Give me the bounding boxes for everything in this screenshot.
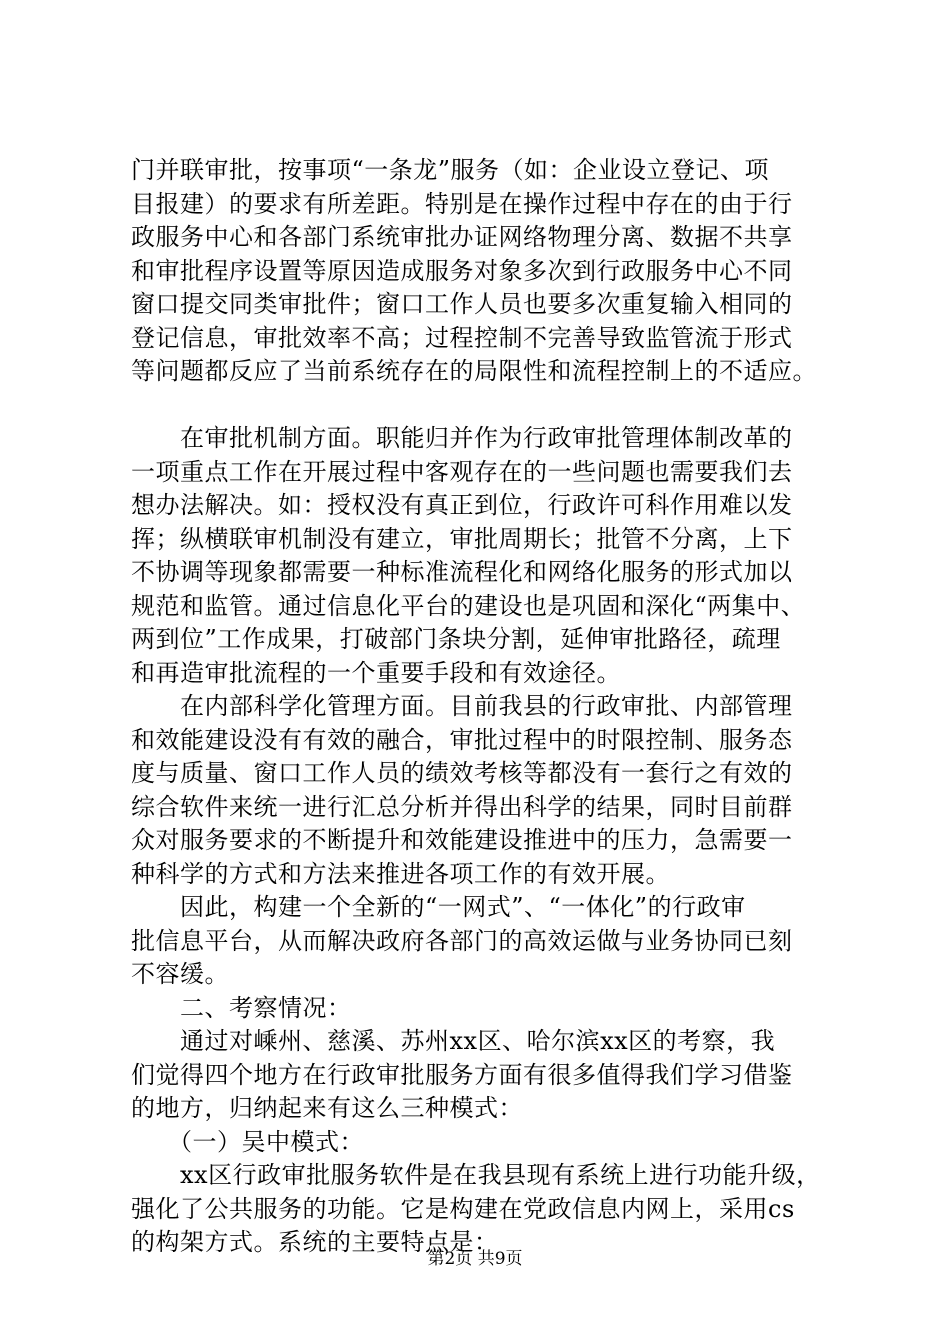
page-footer: 第2页 共9页: [427, 1249, 523, 1269]
text-line: 等问题都反应了当前系统存在的局限性和流程控制上的不适应。: [131, 357, 817, 385]
text-line: xx区行政审批服务软件是在我县现有系统上进行功能升级，: [131, 1161, 821, 1189]
text-line: 政服务中心和各部门系统审批办证网络物理分离、数据不共享: [131, 223, 793, 251]
text-line: 们觉得四个地方在行政审批服务方面有很多值得我们学习借鉴: [131, 1060, 793, 1089]
text-line: 的地方，归纳起来有这么三种模式：: [131, 1094, 523, 1122]
text-line: 登记信息，审批效率不高；过程控制不完善导致监管流于形式: [131, 323, 793, 352]
text-line: 众对服务要求的不断提升和效能建设推进中的压力，急需要一: [131, 826, 793, 854]
text-line: 和审批程序设置等原因造成服务对象多次到行政服务中心不同: [131, 256, 793, 285]
text-line: 综合软件来统一进行汇总分析并得出科学的结果，同时目前群: [131, 792, 793, 821]
text-line: （一）吴中模式：: [131, 1127, 364, 1156]
text-line: 挥；纵横联审机制没有建立，审批周期长；批管不分离，上下: [131, 524, 793, 553]
text-line: 度与质量、窗口工作人员的绩效考核等都没有一套行之有效的: [131, 759, 793, 787]
text-line: 不协调等现象都需要一种标准流程化和网络化服务的形式加以: [131, 558, 793, 586]
text-line: 二、考察情况：: [131, 993, 352, 1022]
text-line: 一项重点工作在开展过程中客观存在的一些问题也需要我们去: [131, 457, 793, 486]
text-line: 通过对嵊州、慈溪、苏州xx区、哈尔滨xx区的考察，我: [131, 1027, 776, 1055]
text-line: 门并联审批，按事项“一条龙”服务（如：企业设立登记、项: [131, 156, 770, 184]
paragraph-gap: [131, 389, 841, 423]
text-line: 窗口提交同类审批件；窗口工作人员也要多次重复输入相同的: [131, 290, 793, 318]
text-line: 种科学的方式和方法来推进各项工作的有效开展。: [131, 859, 670, 888]
text-line: 在审批机制方面。职能归并作为行政审批管理体制改革的: [131, 424, 793, 452]
text-line: 想办法解决。如：授权没有真正到位，行政许可科作用难以发: [131, 491, 793, 519]
text-line: 和再造审批流程的一个重要手段和有效途径。: [131, 658, 621, 687]
text-line: 不容缓。: [131, 960, 229, 988]
text-line: 强化了公共服务的功能。它是构建在党政信息内网上，采用cs: [131, 1194, 795, 1223]
text-line: 和效能建设没有有效的融合，审批过程中的时限控制、服务态: [131, 725, 793, 754]
text-line: 在内部科学化管理方面。目前我县的行政审批、内部管理: [131, 692, 793, 720]
text-line: 批信息平台，从而解决政府各部门的高效运做与业务协同已刻: [131, 926, 793, 955]
text-line: 因此，构建一个全新的“一网式”、“一体化”的行政审: [131, 893, 746, 921]
text-line: 的构架方式。系统的主要特点是：: [131, 1228, 499, 1256]
document-body: [131, 154, 841, 1260]
text-line: 目报建）的要求有所差距。特别是在操作过程中存在的由于行: [131, 189, 793, 218]
text-line: 规范和监管。通过信息化平台的建设也是巩固和深化“两集中、: [131, 591, 806, 620]
text-line: 两到位”工作成果，打破部门条块分割，延伸审批路径，疏理: [131, 625, 781, 653]
